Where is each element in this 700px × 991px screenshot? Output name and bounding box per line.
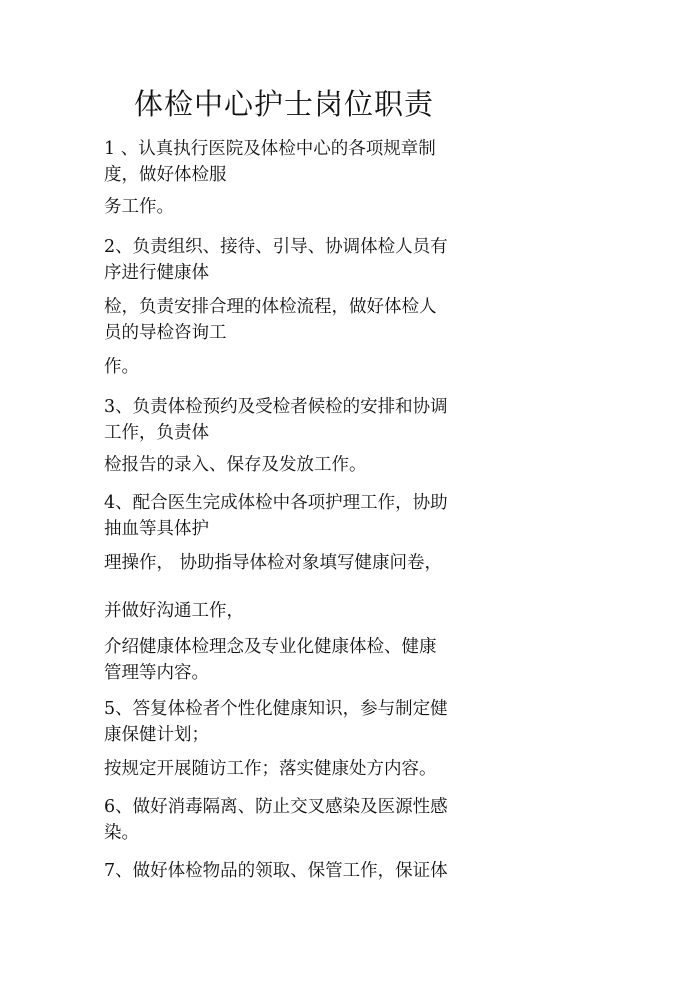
text-line: 理操作， 协助指导体检对象填写健康问卷， bbox=[104, 553, 443, 573]
text-line: 5、答复体检者个性化健康知识，参与制定健 bbox=[104, 699, 448, 719]
text-line: 员的导检咨询工 bbox=[104, 323, 227, 343]
paragraph-4 bbox=[104, 490, 464, 542]
text-line: 务工作。 bbox=[104, 197, 174, 217]
paragraph-1 bbox=[104, 136, 464, 188]
text-line: 按规定开展随访工作；落实健康处方内容。 bbox=[104, 759, 437, 779]
text-line: 介绍健康体检理念及专业化健康体检、健康 bbox=[104, 637, 437, 657]
text-line: 2、负责组织、接待、引导、协调体检人员有 bbox=[104, 237, 448, 257]
text-line: 检，负责安排合理的体检流程，做好体检人 bbox=[104, 297, 437, 317]
paragraph-3-cont bbox=[104, 452, 464, 478]
text-line: 6、做好消毒隔离、防止交叉感染及医源性感 bbox=[104, 797, 448, 817]
paragraph-4-end bbox=[104, 634, 464, 686]
text-line: 7、做好体检物品的领取、保管工作，保证体 bbox=[104, 861, 448, 881]
text-line: 1 、认真执行医院及体检中心的各项规章制 bbox=[104, 139, 436, 159]
paragraph-5-cont bbox=[104, 756, 464, 782]
text-line: 作。 bbox=[104, 357, 139, 377]
text-line: 4、配合医生完成体检中各项护理工作，协助 bbox=[104, 493, 448, 513]
text-line: 3、负责体检预约及受检者候检的安排和协调 bbox=[104, 397, 448, 417]
text-line: 序进行健康体 bbox=[104, 263, 209, 283]
paragraph-2 bbox=[104, 234, 464, 286]
paragraph-7 bbox=[104, 858, 464, 884]
paragraph-3 bbox=[104, 394, 464, 446]
paragraph-1-cont bbox=[104, 194, 464, 220]
text-line: 染。 bbox=[104, 823, 139, 843]
paragraph-4-cont-2 bbox=[104, 598, 464, 624]
text-line: 工作，负责体 bbox=[104, 423, 209, 443]
text-line: 度，做好体检服 bbox=[104, 165, 227, 185]
paragraph-4-cont bbox=[104, 550, 464, 576]
text-line: 抽血等具体护 bbox=[104, 519, 209, 539]
text-line: 康保健计划； bbox=[104, 725, 209, 745]
paragraph-2-end bbox=[104, 354, 464, 380]
paragraph-6 bbox=[104, 794, 464, 846]
document-title: 体检中心护士岗位职责 bbox=[133, 87, 434, 121]
text-line: 检报告的录入、保存及发放工作。 bbox=[104, 455, 367, 475]
text-line: 并做好沟通工作， bbox=[104, 601, 244, 621]
paragraph-2-cont bbox=[104, 294, 464, 346]
paragraph-5 bbox=[104, 696, 464, 748]
text-line: 管理等内容。 bbox=[104, 663, 209, 683]
